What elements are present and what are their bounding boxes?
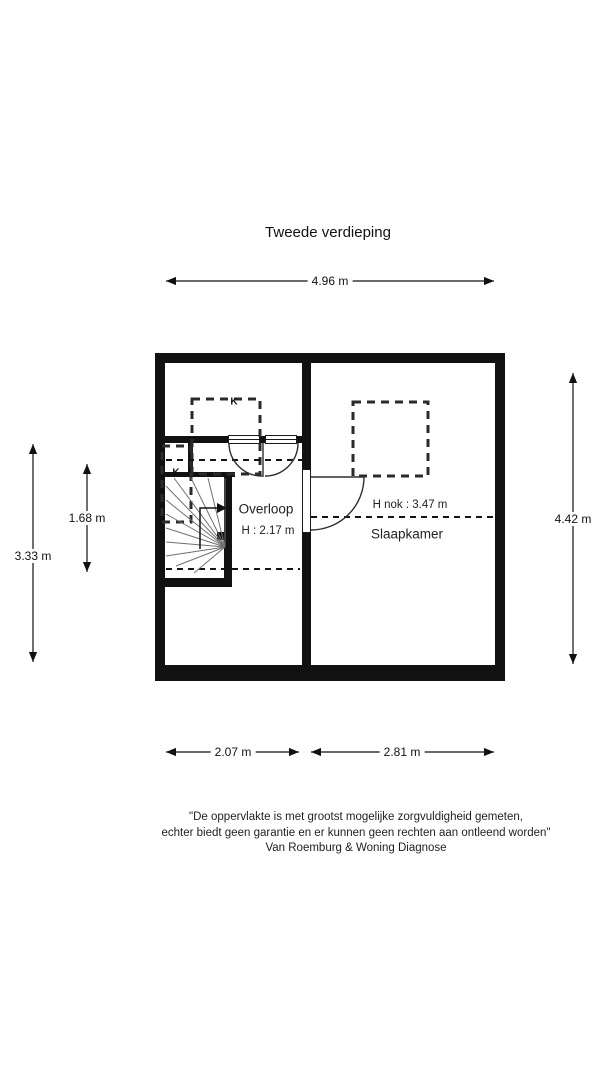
stair-bottom-wall [165,578,232,587]
disclaimer [106,810,606,857]
dimension-value-top: 4.96 m [308,274,353,288]
dimension-value-bottom-right: 2.81 m [380,745,425,759]
disclaimer-line-1: "De oppervlakte is met grootst mogelijke zorgvuldigheid gemeten, [189,811,523,823]
dimension-value-right: 4.42 m [551,512,596,526]
page-title: Tweede verdieping [265,224,391,241]
closet-label-k-left: K [172,467,180,479]
room-label-overloop: Overloop [238,501,294,517]
disclaimer-line-2: echter biedt geen garantie en er kunnen geen rechten aan ontleend worden" [161,826,551,839]
dormer-window-right [265,435,297,444]
height-label-slaapkamer: H nok : 3.47 m [372,499,448,511]
dimension-value-left-outer: 3.33 m [11,549,56,563]
outer-walls [155,353,505,681]
height-label-overloop: H : 2.17 m [241,525,295,537]
dimension-value-left-inner: 1.68 m [65,511,110,525]
room-label-slaapkamer: Slaapkamer [370,526,444,542]
stair-wall-stub [217,532,224,540]
slaapkamer-door-panel [302,469,311,533]
closet-label-k-top: K [230,396,238,408]
stair-side-wall [224,477,232,587]
dormer-window-left [228,435,260,444]
dimension-value-bottom-left: 2.07 m [211,745,256,759]
disclaimer-line-3: Van Roemburg & Woning Diagnose [265,842,447,854]
